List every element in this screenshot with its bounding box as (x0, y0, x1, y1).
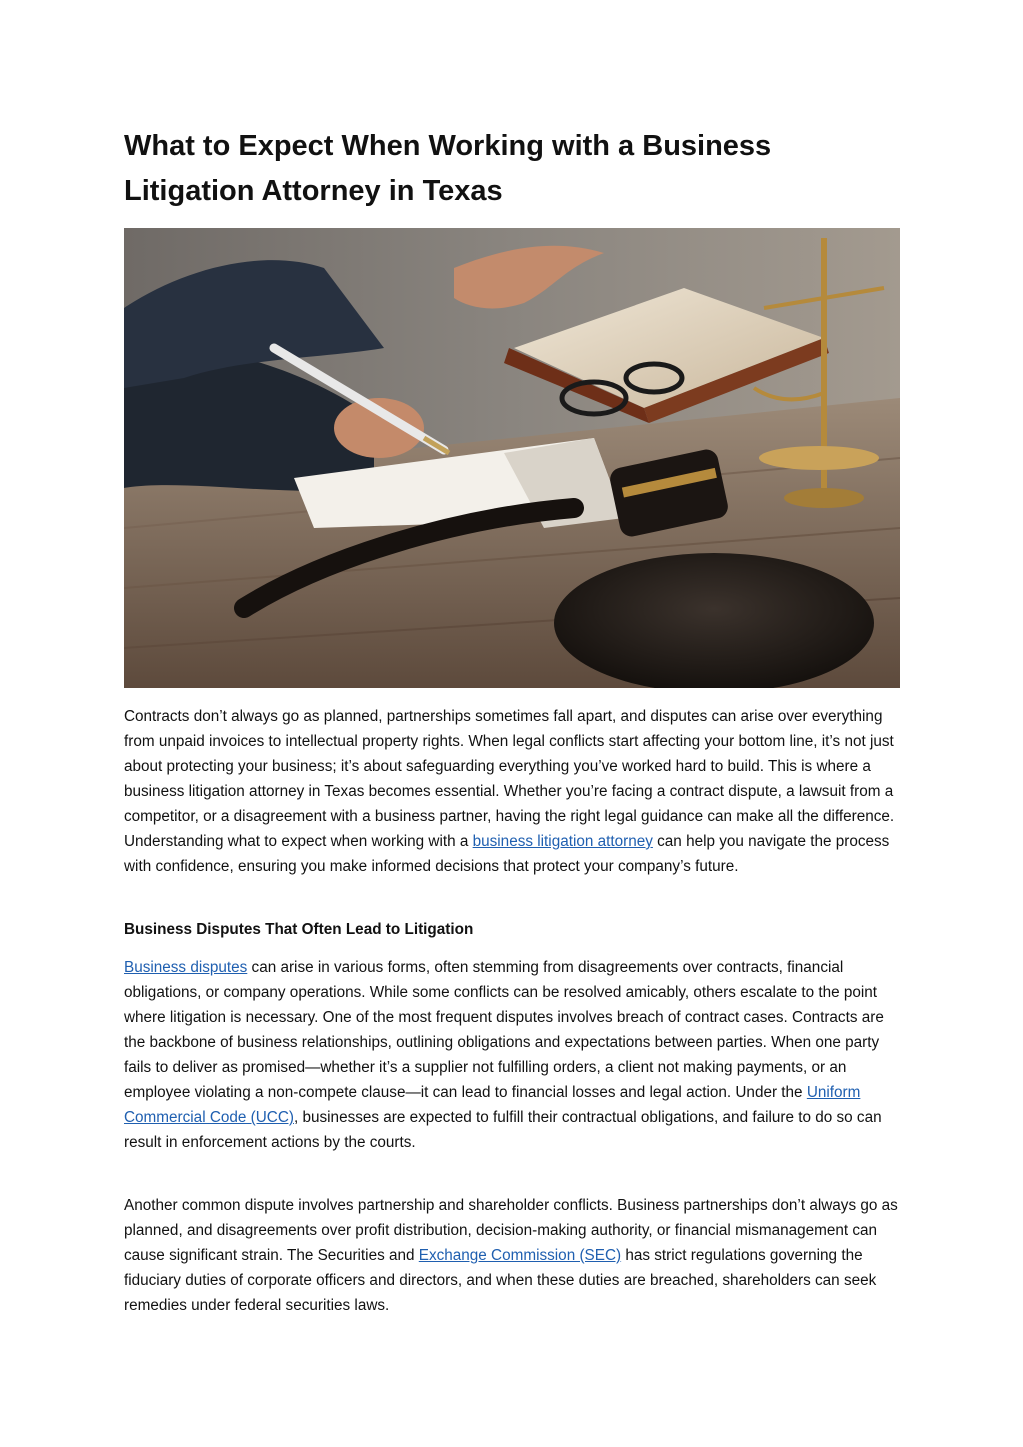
hero-image (124, 228, 900, 688)
business-litigation-attorney-link[interactable]: business litigation attorney (472, 833, 653, 850)
partnership-text-end: has strict regulations governing the fiduciary duties of corporate officers and directors, and when these duties are breached, shareholders can seek remedies under federal securities laws. (124, 1247, 877, 1314)
attorney-gavel-scales-photo-icon (124, 228, 900, 688)
disputes-text-middle: can arise in various forms, often stemming from disagreements over contracts, financial obligations, or company operations. While some conflicts can be resolved amicably, others escalate to the point where litigation is necessary. One of the most frequent disputes involves breach of contract cases. Contracts are the backbone of business relationships, outlining obligations and expectations between parties. When one party fails to deliver as promised—whether it’s a supplier not fulfilling orders, a client not making payments, or an employee violating a non-compete clause—it can lead to financial losses and legal action. Under the (124, 959, 884, 1101)
business-disputes-link[interactable]: Business disputes (124, 959, 248, 976)
intro-text-start: Contracts don’t always go as planned, partnerships sometimes fall apart, and disputes can arise over everything from unpaid invoices to intellectual property rights. When legal conflicts start affecting your bottom line, it’s not just about protecting your business; it’s about safeguarding everything you’ve worked hard to build. This is where a business litigation attorney in Texas becomes essential. Whether you’re facing a contract dispute, a lawsuit from a competitor, or a disagreement with a business partner, having the right legal guidance can make all the difference. Understanding what to expect when working with a (124, 708, 895, 850)
intro-paragraph (124, 704, 900, 879)
article-title: What to Expect When Working with a Business Litigation Attorney in Texas (124, 130, 772, 207)
ucc-link[interactable]: Uniform Commercial Code (UCC) (124, 1084, 861, 1126)
sec-link[interactable]: Exchange Commission (SEC) (418, 1247, 622, 1264)
disputes-paragraph (124, 955, 900, 1155)
partnership-text-start: Another common dispute involves partnership and shareholder conflicts. Business partnerships don’t always go as planned, and disagreements over profit distribution, decision-making authority, or financial mismanagement can cause significant strain. The Securities and (124, 1197, 898, 1264)
partnership-paragraph (124, 1193, 900, 1318)
section-heading: Business Disputes That Often Lead to Litigation (124, 921, 474, 938)
disputes-text-end: , businesses are expected to fulfill their contractual obligations, and failure to do so can result in enforcement actions by the courts. (124, 1109, 882, 1151)
intro-text-end: can help you navigate the process with confidence, ensuring you make informed decisions that protect your company’s future. (124, 833, 890, 875)
